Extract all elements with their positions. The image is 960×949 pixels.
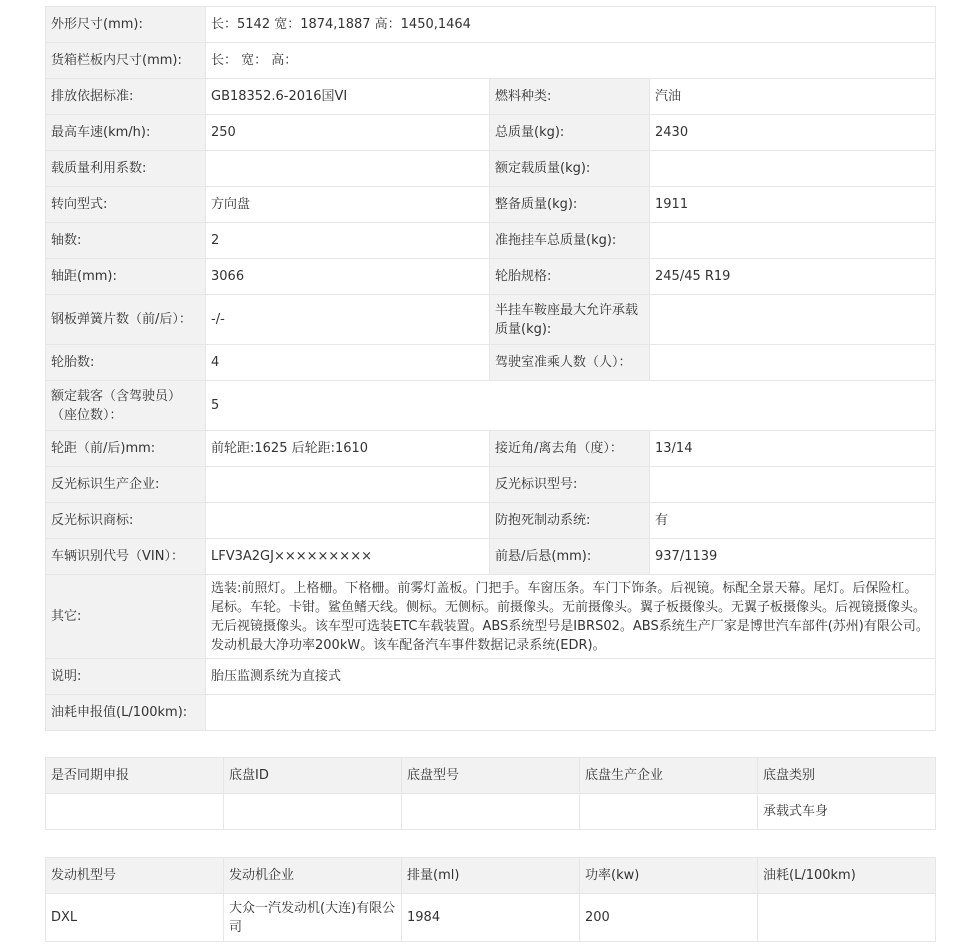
spec-row-axles	[46, 223, 936, 259]
note-value: 胎压监测系统为直接式	[206, 659, 936, 695]
engine-header-row	[46, 858, 936, 894]
spec-row-load	[46, 151, 936, 187]
rated-load-value	[650, 151, 936, 187]
engine-header-cell: 发动机型号	[46, 858, 224, 894]
tire-spec-label: 轮胎规格:	[490, 259, 650, 295]
table-cell	[224, 794, 402, 830]
overhang-label: 前悬/后悬(mm):	[490, 539, 650, 575]
angles-value: 13/14	[650, 431, 936, 467]
chassis-header-cell: 底盘类别	[758, 758, 936, 794]
abs-value: 有	[650, 503, 936, 539]
spec-row-cargo-box	[46, 43, 936, 79]
table-cell: 大众一汽发动机(大连)有限公司	[224, 894, 402, 942]
spec-row-brand-abs	[46, 503, 936, 539]
other-label: 其它:	[46, 575, 206, 659]
dimensions-label: 外形尺寸(mm):	[46, 7, 206, 43]
table-row	[46, 794, 936, 830]
engine-header-cell: 排量(ml)	[402, 858, 580, 894]
chassis-header-cell: 底盘生产企业	[580, 758, 758, 794]
trailer-mass-value	[650, 223, 936, 259]
table-cell: 200	[580, 894, 758, 942]
spec-row-speed	[46, 115, 936, 151]
load-util-label: 载质量利用系数:	[46, 151, 206, 187]
spec-row-steering	[46, 187, 936, 223]
tire-count-value: 4	[206, 345, 490, 381]
spec-row-tires	[46, 345, 936, 381]
table-cell: 1984	[402, 894, 580, 942]
total-mass-value: 2430	[650, 115, 936, 151]
chassis-header-cell: 底盘ID	[224, 758, 402, 794]
load-util-value	[206, 151, 490, 187]
other-value: 选装:前照灯。上格栅。下格栅。前雾灯盖板。门把手。车窗压条。车门下饰条。后视镜。标配全景天幕。尾灯。后保险杠。尾标。车轮。卡钳。鲨鱼鳍天线。侧标。无侧标。前摄像头。无前摄像头。翼子板摄像头。无翼子板摄像头。后视镜摄像头。无后视镜摄像头。该车型可选装ETC车载装置。ABS系统型号是IBRS02。ABS系统生产厂家是博世汽车部件(苏州)有限公司。发动机最大净功率200kW。该车配备汽车事件数据记录系统(EDR)。	[206, 575, 936, 659]
track-label: 轮距（前/后)mm:	[46, 431, 206, 467]
spec-row-springs	[46, 295, 936, 345]
leaf-spring-value: -/-	[206, 295, 490, 345]
cargo-box-label: 货箱栏板内尺寸(mm):	[46, 43, 206, 79]
spec-row-fuel-consumption	[46, 695, 936, 731]
spec-row-emission	[46, 79, 936, 115]
engine-table	[45, 857, 936, 942]
curb-mass-label: 整备质量(kg):	[490, 187, 650, 223]
spec-row-track	[46, 431, 936, 467]
note-label: 说明:	[46, 659, 206, 695]
table-cell	[758, 894, 936, 942]
dimensions-value: 长：5142 宽：1874,1887 高：1450,1464	[206, 7, 936, 43]
chassis-header-row	[46, 758, 936, 794]
fuel-consumption-label: 油耗申报值(L/100km):	[46, 695, 206, 731]
fuel-consumption-value	[206, 695, 936, 731]
overhang-value: 937/1139	[650, 539, 936, 575]
chassis-header-cell: 是否同期申报	[46, 758, 224, 794]
seats-label: 额定载客（含驾驶员）（座位数）：	[46, 381, 206, 431]
trailer-mass-label: 准拖挂车总质量(kg):	[490, 223, 650, 259]
emission-label: 排放依据标准:	[46, 79, 206, 115]
spec-row-seats	[46, 381, 936, 431]
vin-value: LFV3A2GJ×××××××××	[206, 539, 490, 575]
engine-header-cell: 功率(kw)	[580, 858, 758, 894]
engine-header-cell: 油耗(L/100km)	[758, 858, 936, 894]
fuel-value: 汽油	[650, 79, 936, 115]
fuel-label: 燃料种类:	[490, 79, 650, 115]
rated-load-label: 额定载质量(kg):	[490, 151, 650, 187]
spec-row-reflector	[46, 467, 936, 503]
saddle-load-label: 半挂车鞍座最大允许承载质量(kg):	[490, 295, 650, 345]
reflector-model-value	[650, 467, 936, 503]
vehicle-spec-table	[45, 6, 936, 731]
spec-row-dimensions	[46, 7, 936, 43]
reflector-brand-value	[206, 503, 490, 539]
reflector-model-label: 反光标识型号:	[490, 467, 650, 503]
cab-passengers-label: 驾驶室准乘人数（人）：	[490, 345, 650, 381]
table-cell	[402, 794, 580, 830]
max-speed-value: 250	[206, 115, 490, 151]
reflector-maker-value	[206, 467, 490, 503]
leaf-spring-label: 钢板弹簧片数（前/后）：	[46, 295, 206, 345]
spec-row-note	[46, 659, 936, 695]
seats-value: 5	[206, 381, 936, 431]
abs-label: 防抱死制动系统:	[490, 503, 650, 539]
angles-label: 接近角/离去角（度）：	[490, 431, 650, 467]
spec-row-other	[46, 575, 936, 659]
table-row	[46, 894, 936, 942]
wheelbase-label: 轴距(mm):	[46, 259, 206, 295]
chassis-table	[45, 757, 936, 830]
axles-label: 轴数:	[46, 223, 206, 259]
table-cell	[46, 794, 224, 830]
total-mass-label: 总质量(kg):	[490, 115, 650, 151]
saddle-load-value	[650, 295, 936, 345]
max-speed-label: 最高车速(km/h):	[46, 115, 206, 151]
reflector-maker-label: 反光标识生产企业:	[46, 467, 206, 503]
table-cell: DXL	[46, 894, 224, 942]
table-cell	[580, 794, 758, 830]
vin-label: 车辆识别代号（VIN）：	[46, 539, 206, 575]
chassis-header-cell: 底盘型号	[402, 758, 580, 794]
curb-mass-value: 1911	[650, 187, 936, 223]
tire-count-label: 轮胎数:	[46, 345, 206, 381]
spec-row-vin	[46, 539, 936, 575]
axles-value: 2	[206, 223, 490, 259]
spec-row-wheelbase	[46, 259, 936, 295]
steering-label: 转向型式:	[46, 187, 206, 223]
cargo-box-value: 长： 宽： 高：	[206, 43, 936, 79]
emission-value: GB18352.6-2016国VI	[206, 79, 490, 115]
track-value: 前轮距:1625 后轮距:1610	[206, 431, 490, 467]
engine-header-cell: 发动机企业	[224, 858, 402, 894]
steering-value: 方向盘	[206, 187, 490, 223]
table-cell: 承载式车身	[758, 794, 936, 830]
reflector-brand-label: 反光标识商标:	[46, 503, 206, 539]
cab-passengers-value	[650, 345, 936, 381]
wheelbase-value: 3066	[206, 259, 490, 295]
tire-spec-value: 245/45 R19	[650, 259, 936, 295]
